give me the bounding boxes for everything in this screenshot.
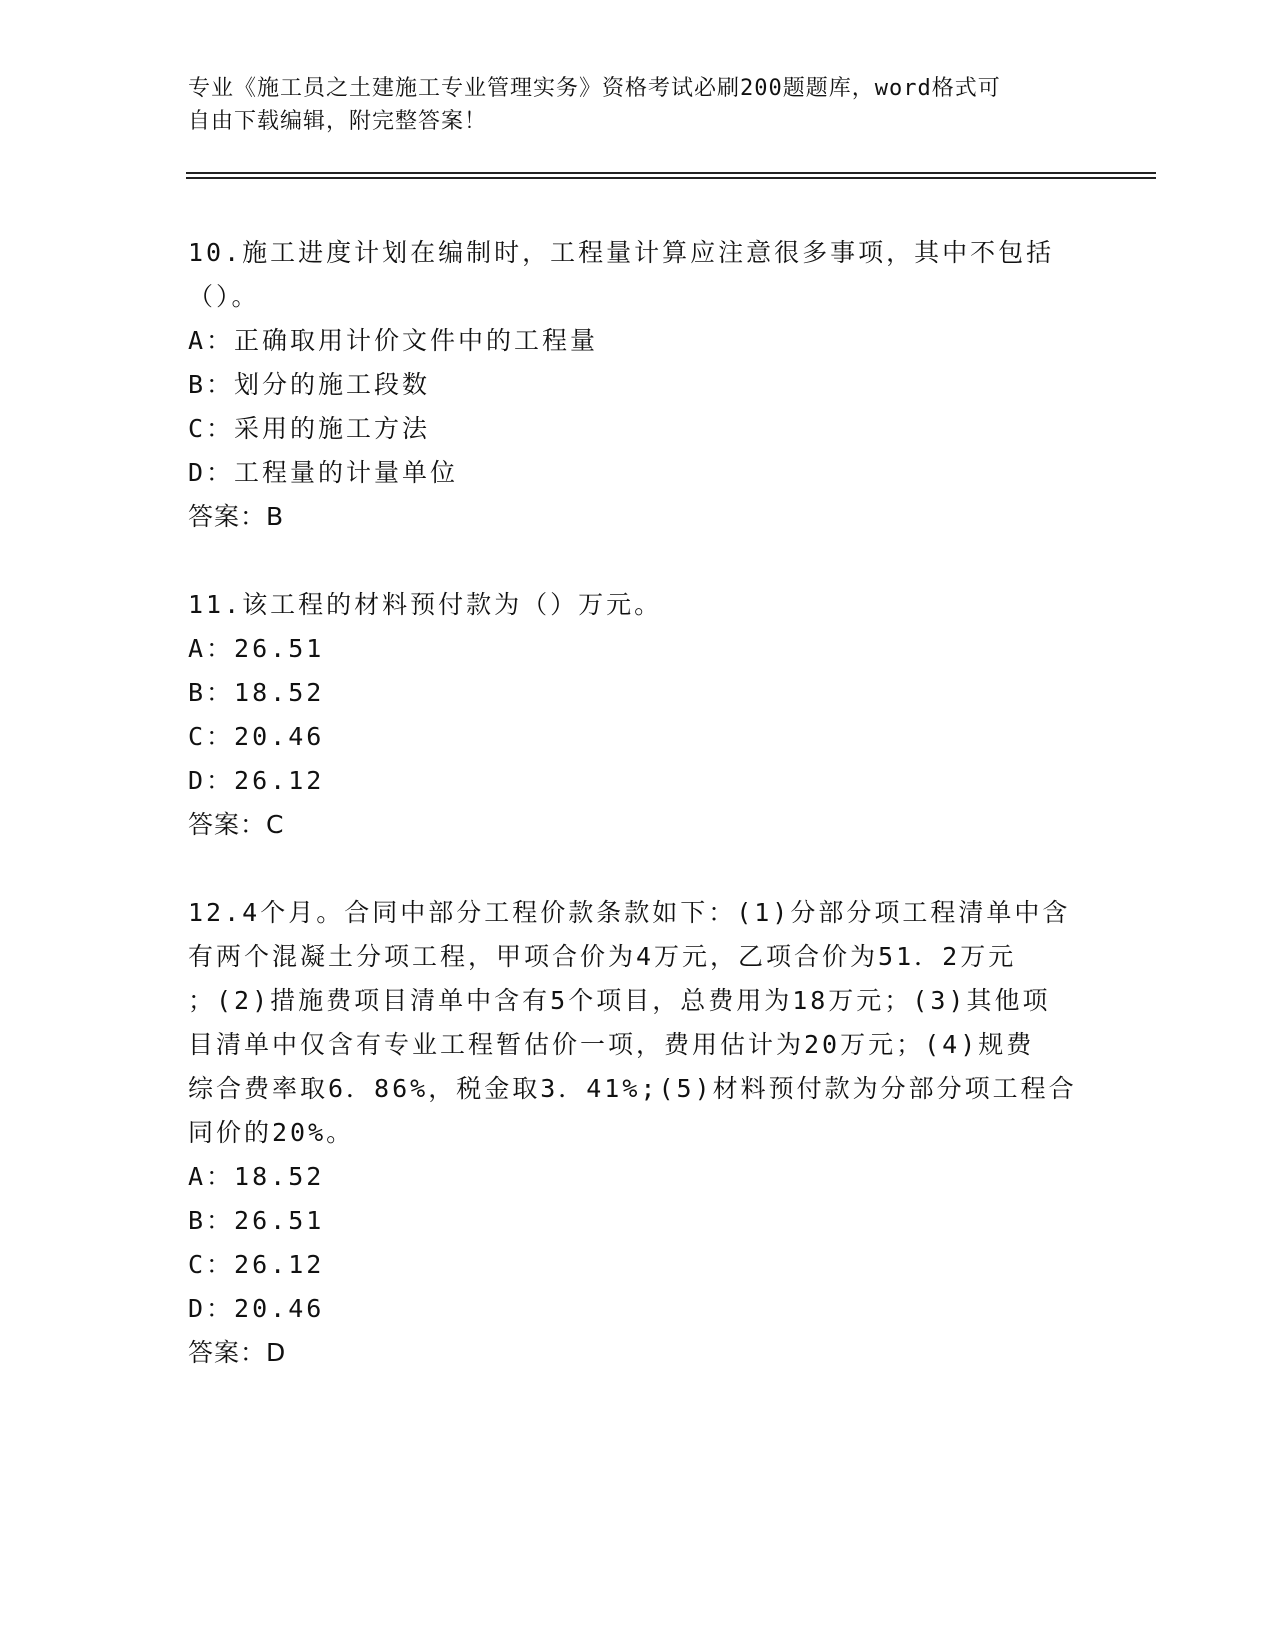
option-b: B：26.51 <box>188 1206 325 1235</box>
option-a: A：26.51 <box>188 634 325 663</box>
option-d: D：26.12 <box>188 766 325 795</box>
answer-label: 答案：D <box>188 1338 287 1367</box>
question-stem-line: 10.施工进度计划在编制时，工程量计算应注意很多事项，其中不包括 <box>188 238 1055 267</box>
option-a: A：18.52 <box>188 1162 325 1191</box>
option-d: D：工程量的计量单位 <box>188 458 459 487</box>
option-d: D：20.46 <box>188 1294 325 1323</box>
option-b: B：划分的施工段数 <box>188 370 431 399</box>
header-divider-bottom <box>186 177 1156 179</box>
question-stem-line: 12.4个月。合同中部分工程价款条款如下：(1)分部分项工程清单中含 <box>188 898 1071 927</box>
question-stem-line: 有两个混凝土分项工程，甲项合价为4万元，乙项合价为51．2万元 <box>188 942 1017 971</box>
question-stem-line: （）。 <box>188 282 260 311</box>
option-c: C：20.46 <box>188 722 325 751</box>
option-a: A：正确取用计价文件中的工程量 <box>188 326 599 355</box>
header-text-line-2: 自由下载编辑，附完整答案！ <box>188 109 488 134</box>
question-stem-line: ；(2)措施费项目清单中含有5个项目，总费用为18万元；(3)其他项 <box>188 986 1051 1015</box>
question-stem-line: 目清单中仅含有专业工程暂估价一项，费用估计为20万元；(4)规费 <box>188 1030 1035 1059</box>
question-stem-line: 综合费率取6．86%，税金取3．41%;(5)材料预付款为分部分项工程合 <box>188 1074 1077 1103</box>
header-divider-top <box>186 172 1156 174</box>
answer-label: 答案：B <box>188 502 285 531</box>
answer-label: 答案：C <box>188 810 285 839</box>
option-b: B：18.52 <box>188 678 325 707</box>
question-stem-line: 11.该工程的材料预付款为（）万元。 <box>188 590 663 619</box>
option-c: C：26.12 <box>188 1250 325 1279</box>
option-c: C：采用的施工方法 <box>188 414 431 443</box>
header-text-line-1: 专业《施工员之土建施工专业管理实务》资格考试必刷200题题库，word格式可 <box>188 76 1001 101</box>
question-stem-line: 同价的20%。 <box>188 1118 355 1147</box>
